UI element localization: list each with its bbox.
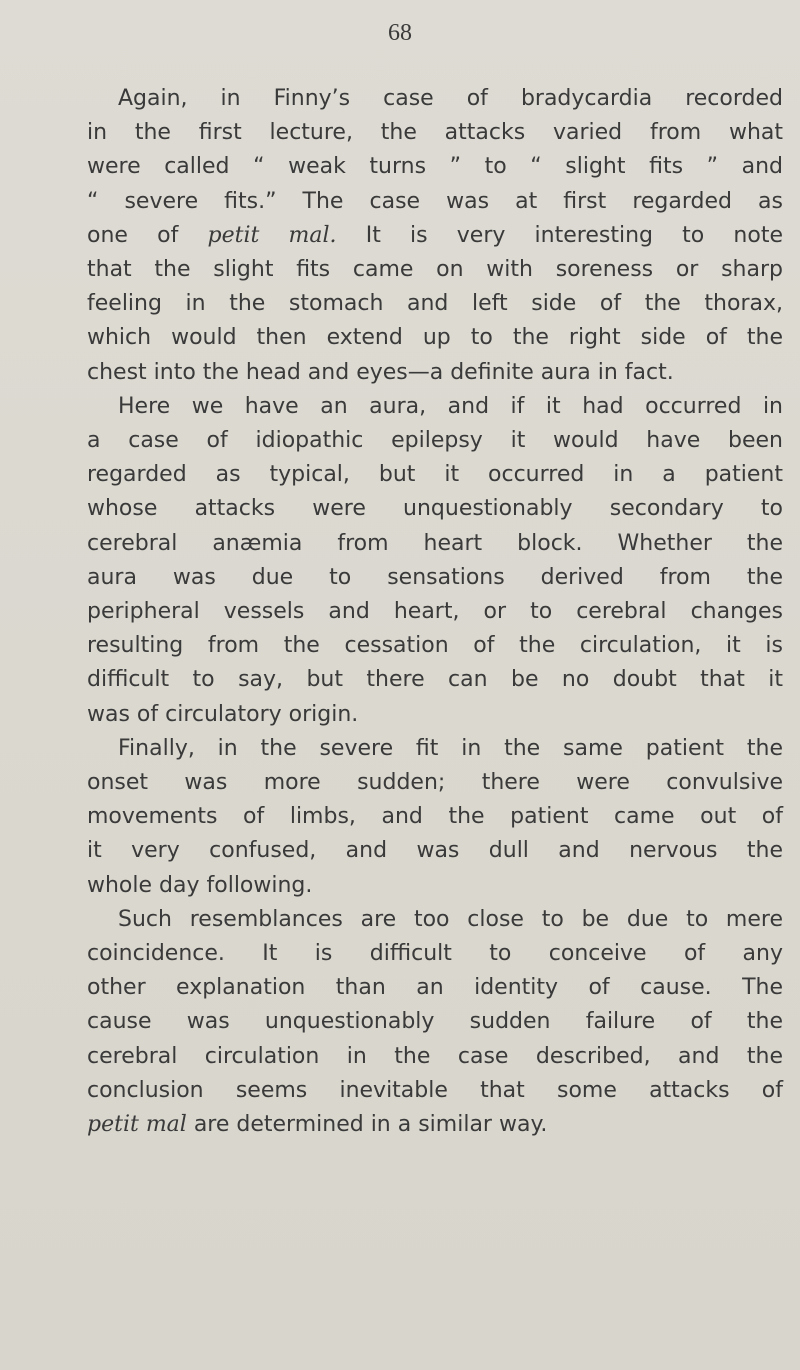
- text-line: [87, 834, 783, 868]
- text-line: [87, 629, 783, 663]
- text-line: [87, 561, 783, 595]
- text-segment: difficult to say, but there can be no doubt that it: [87, 667, 783, 693]
- text-segment: onset was more sudden; there were convulsive: [87, 770, 783, 796]
- text-line: [87, 492, 783, 526]
- body-text: [87, 82, 783, 1142]
- text-line: [87, 698, 783, 732]
- text-line: [87, 150, 783, 184]
- text-segment: Finally, in the severe fit in the same patient the: [118, 735, 783, 761]
- text-segment: resulting from the cessation of the circulation, it is: [87, 633, 783, 659]
- text-segment: Such resemblances are too close to be due to mere: [118, 906, 783, 932]
- text-segment: coincidence. It is difficult to conceive of any: [87, 941, 783, 967]
- text-segment: were called “ weak turns ” to “ slight fits ” and: [87, 154, 783, 180]
- text-segment: cerebral anæmia from heart block. Whether the: [87, 530, 783, 556]
- text-segment: cerebral circulation in the case described, and the: [87, 1043, 783, 1069]
- text-line: [87, 321, 783, 355]
- text-segment: are determined in a similar way.: [186, 1112, 548, 1138]
- text-line: [87, 595, 783, 629]
- text-segment: aura was due to sensations derived from the: [87, 564, 783, 590]
- text-line: [87, 424, 783, 458]
- text-line: [87, 1005, 783, 1039]
- paragraph: [87, 732, 783, 903]
- text-line: [87, 903, 783, 937]
- text-segment: Here we have an aura, and if it had occurred in: [118, 393, 783, 419]
- text-line: [87, 287, 783, 321]
- text-segment: which would then extend up to the right side of the: [87, 325, 783, 351]
- text-line: [87, 937, 783, 971]
- text-segment: a case of idiopathic epilepsy it would have been: [87, 428, 783, 454]
- text-line: [87, 356, 783, 390]
- text-segment: chest into the head and eyes—a definite aura in fact.: [87, 359, 674, 385]
- text-segment: movements of limbs, and the patient came out of: [87, 804, 783, 830]
- paragraph: [87, 903, 783, 1142]
- text-segment: cause was unquestionably sudden failure of the: [87, 1009, 783, 1035]
- paragraph: [87, 82, 783, 390]
- page-number: 68: [388, 20, 412, 46]
- text-line: [87, 732, 783, 766]
- text-segment: that the slight fits came on with soreness or sharp: [87, 257, 783, 283]
- text-segment: “ severe fits.” The case was at first regarded as: [87, 188, 783, 214]
- text-segment: It is very interesting to note: [336, 222, 783, 248]
- text-line: [87, 390, 783, 424]
- paragraph: [87, 390, 783, 732]
- text-segment: Again, in Finny’s case of bradycardia recorded: [118, 86, 783, 111]
- text-line: [87, 219, 783, 253]
- text-segment: whole day following.: [87, 872, 313, 898]
- text-segment: peripheral vessels and heart, or to cerebral changes: [87, 599, 783, 625]
- text-segment: other explanation than an identity of cause. The: [87, 975, 783, 1001]
- text-segment: in the first lecture, the attacks varied from what: [87, 120, 783, 146]
- text-line: [87, 971, 783, 1005]
- text-line: [87, 869, 783, 903]
- text-line: [87, 1108, 783, 1142]
- text-line: [87, 766, 783, 800]
- text-line: [87, 116, 783, 150]
- text-segment: it very confused, and was dull and nervous the: [87, 838, 783, 864]
- text-line: [87, 800, 783, 834]
- text-line: [87, 527, 783, 561]
- text-line: [87, 1074, 783, 1108]
- italic-text: petit mal: [87, 1112, 187, 1138]
- text-segment: whose attacks were unquestionably secondary to: [87, 496, 783, 522]
- text-segment: feeling in the stomach and left side of the thorax,: [87, 291, 783, 317]
- text-line: [87, 82, 783, 116]
- text-line: [87, 663, 783, 697]
- text-segment: was of circulatory origin.: [87, 701, 359, 727]
- text-segment: one of: [87, 222, 208, 248]
- text-line: [87, 458, 783, 492]
- text-line: [87, 1040, 783, 1074]
- text-segment: conclusion seems inevitable that some attacks of: [87, 1077, 783, 1103]
- italic-text: petit mal.: [207, 222, 337, 248]
- text-line: [87, 185, 783, 219]
- text-segment: regarded as typical, but it occurred in a patient: [87, 462, 783, 488]
- text-line: [87, 253, 783, 287]
